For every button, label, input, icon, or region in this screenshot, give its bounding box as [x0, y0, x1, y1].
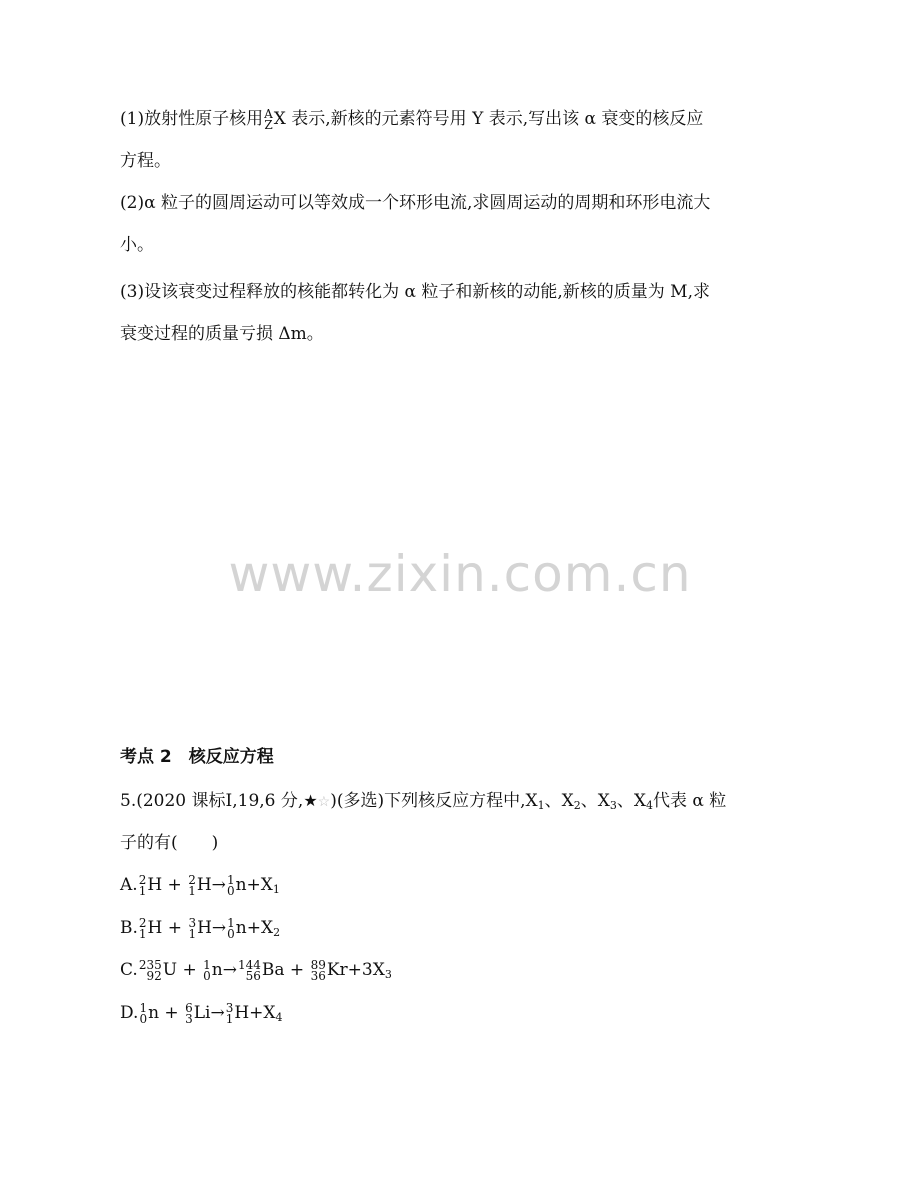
nuclide [227, 915, 235, 941]
plus-sign: + [177, 960, 203, 980]
option-label: C. [120, 960, 138, 980]
atomic-number: 0 [139, 1011, 148, 1026]
element-symbol: n→ [211, 960, 237, 980]
star-filled-icon: ★ [303, 791, 318, 810]
q4-part3-line2: 衰变过程的质量亏损 Δm。 [120, 324, 324, 344]
nuclide [138, 915, 147, 941]
element-symbol: n+X [235, 875, 273, 895]
mass-number: 6 [185, 1000, 193, 1015]
element-symbol: n+X [235, 918, 274, 938]
q4-part2-line2: 小。 [120, 235, 154, 255]
atomic-number: 56 [245, 968, 261, 983]
mass-number: 1 [227, 915, 235, 930]
nuclide [226, 872, 235, 898]
separator: 、X [616, 791, 646, 811]
subscript: 3 [609, 799, 617, 812]
atomic-number: 92 [146, 968, 162, 983]
element-symbol: U [162, 960, 178, 980]
atomic-number: 0 [226, 883, 235, 898]
subscript: 3 [384, 968, 392, 981]
nuclide [138, 957, 162, 983]
nuclide [225, 1000, 234, 1026]
mass-number: A [264, 106, 273, 121]
mass-number: 2 [188, 872, 196, 887]
q4-part1-line1 [120, 107, 703, 131]
element-symbol: Ba [261, 960, 285, 980]
nuclide [188, 872, 196, 898]
element-symbol: H+X [234, 1003, 276, 1023]
option-d[interactable] [120, 1001, 283, 1030]
section-title: 考点 2 核反应方程 [120, 747, 274, 767]
separator: 、X [580, 791, 610, 811]
element-symbol: Li→ [193, 1003, 225, 1023]
mass-number: 1 [226, 872, 235, 887]
element-symbol: n [148, 1003, 160, 1023]
mass-number: 1 [203, 957, 211, 972]
plus-sign: + [284, 960, 310, 980]
option-b[interactable] [120, 916, 280, 945]
option-c[interactable] [120, 958, 392, 987]
atomic-number: 1 [188, 883, 196, 898]
mass-number: 2 [138, 915, 147, 930]
nuclide [188, 915, 197, 941]
q5-stem-b: )(多选)下列核反应方程中,X [330, 791, 538, 811]
q5-stem-line2: 子的有( ) [120, 833, 219, 853]
mass-number: 1 [139, 1000, 148, 1015]
q4-part1-line2: 方程。 [120, 151, 171, 171]
mass-number: 2 [138, 872, 147, 887]
q5-stem-c: 代表 α 粒 [652, 791, 727, 811]
mass-number: 3 [188, 915, 197, 930]
nuclide [237, 957, 261, 983]
atomic-number: 0 [203, 968, 211, 983]
separator: 、X [544, 791, 574, 811]
watermark: www.zixin.com.cn [228, 545, 692, 603]
mass-number: 235 [138, 957, 162, 972]
element-symbol: H [147, 918, 163, 938]
subscript: 4 [645, 799, 653, 812]
nuclide [185, 1000, 193, 1026]
mass-number: 3 [225, 1000, 234, 1015]
q4-part1-text-b: X 表示,新核的元素符号用 Y 表示,写出该 α 衰变的核反应 [273, 109, 704, 129]
q4-part3-line1: (3)设该衰变过程释放的核能都转化为 α 粒子和新核的动能,新核的质量为 M,求 [120, 282, 710, 302]
q5-stem-line1 [120, 789, 726, 818]
q5-stem-a: 5.(2020 课标Ⅰ,19,6 分, [120, 791, 304, 811]
option-label: D. [120, 1003, 139, 1023]
nuclide [138, 872, 147, 898]
plus-sign: + [162, 875, 188, 895]
q4-part1-text-a: (1)放射性原子核用 [120, 109, 264, 129]
nuclide-parent [264, 106, 273, 132]
atomic-number: 3 [185, 1011, 193, 1026]
atomic-number: 1 [138, 926, 147, 941]
option-label: B. [120, 918, 138, 938]
q4-part2-line1: (2)α 粒子的圆周运动可以等效成一个环形电流,求圆周运动的周期和环形电流大 [120, 193, 711, 213]
mass-number: 89 [310, 957, 326, 972]
atomic-number: 1 [225, 1011, 234, 1026]
atomic-number: 36 [310, 968, 326, 983]
star-empty-icon: ☆ [317, 794, 331, 810]
nuclide [203, 957, 211, 983]
option-a[interactable] [120, 873, 280, 902]
atomic-number: Z [264, 117, 273, 132]
subscript: 1 [272, 883, 280, 896]
atomic-number: 0 [227, 926, 235, 941]
option-label: A. [120, 875, 138, 895]
element-symbol: H→ [196, 875, 226, 895]
subscript: 2 [273, 926, 281, 939]
subscript: 1 [537, 799, 545, 812]
plus-sign: + [159, 1003, 185, 1023]
nuclide [310, 957, 326, 983]
mass-number: 144 [237, 957, 261, 972]
subscript: 2 [573, 799, 581, 812]
element-symbol: Kr+3X [326, 960, 385, 980]
element-symbol: H→ [197, 918, 227, 938]
plus-sign: + [162, 918, 188, 938]
subscript: 4 [275, 1011, 283, 1024]
nuclide [139, 1000, 148, 1026]
atomic-number: 1 [138, 883, 147, 898]
element-symbol: H [147, 875, 163, 895]
atomic-number: 1 [188, 926, 197, 941]
